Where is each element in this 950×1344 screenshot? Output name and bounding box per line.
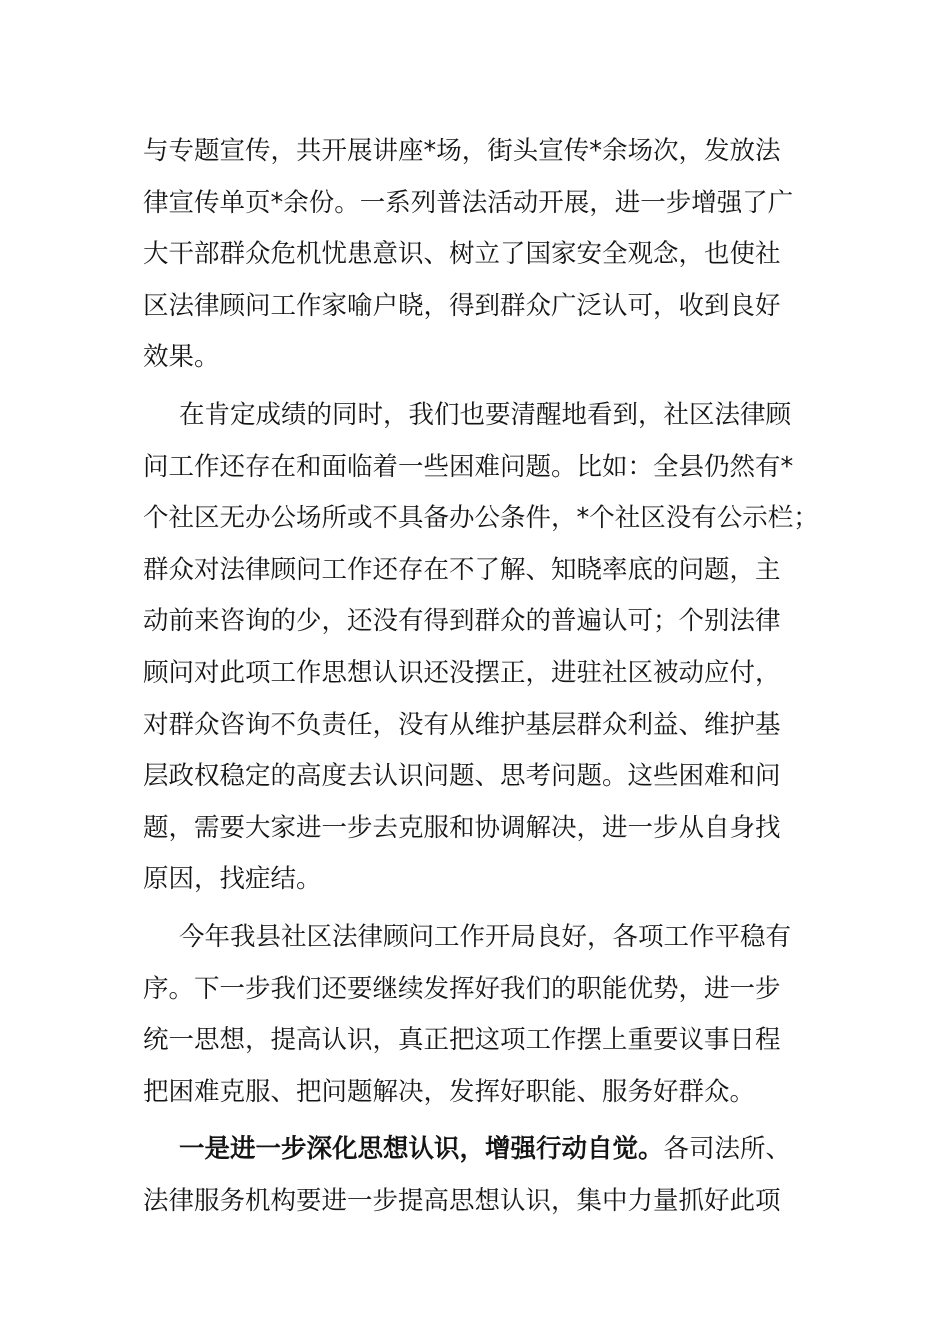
text-line: 题，需要大家进一步去克服和协调解决，进一步从自身找 (143, 812, 781, 843)
text-line: 律宣传单页*余份。一系列普法活动开展，进一步增强了广 (143, 187, 794, 218)
text-line: 与专题宣传，共开展讲座*场，街头宣传*余场次，发放法 (143, 136, 781, 166)
text-line: 顾问对此项工作思想认识还没摆正，进驻社区被动应付， (143, 657, 781, 688)
text-line: 原因，找症结。 (143, 864, 322, 895)
inline-text: 各司法所、 (663, 1134, 792, 1165)
text-line: 大干部群众危机忧患意识、树立了国家安全观念，也使社 (143, 239, 781, 270)
text-line (143, 1124, 807, 1176)
text-line: 效果。 (143, 342, 220, 373)
text-line: 个社区无办公场所或不具备办公条件，*个社区没有公示栏； (143, 503, 819, 534)
text-line: 对群众咨询不负责任，没有从维护基层群众利益、维护基 (143, 709, 781, 740)
text-line: 今年我县社区法律顾问工作开局良好，各项工作平稳有 (179, 921, 792, 952)
text-line: 区法律顾问工作家喻户晓，得到群众广泛认可，收到良好 (143, 290, 781, 321)
text-line: 群众对法律顾问工作还存在不了解、知晓率底的问题，主 (143, 554, 781, 585)
text-line: 动前来咨询的少，还没有得到群众的普遍认可；个别法律 (143, 606, 781, 637)
text-line: 层政权稳定的高度去认识问题、思考问题。这些困难和问 (143, 761, 781, 792)
text-line: 把困难克服、把问题解决，发挥好职能、服务好群众。 (143, 1076, 756, 1107)
text-line: 法律服务机构要进一步提高思想认识，集中力量抓好此项 (143, 1185, 781, 1216)
document-body (143, 126, 819, 1227)
text-line: 问工作还存在和面临着一些困难问题。比如：全县仍然有* (143, 451, 794, 482)
bold-heading-text: 一是进一步深化思想认识，增强行动自觉。 (179, 1134, 664, 1165)
text-line: 统一思想，提高认识，真正把这项工作摆上重要议事日程 (143, 1025, 781, 1056)
text-line: 在肯定成绩的同时，我们也要清醒地看到，社区法律顾 (179, 399, 792, 430)
text-line: 序。下一步我们还要继续发挥好我们的职能优势，进一步 (143, 973, 781, 1004)
